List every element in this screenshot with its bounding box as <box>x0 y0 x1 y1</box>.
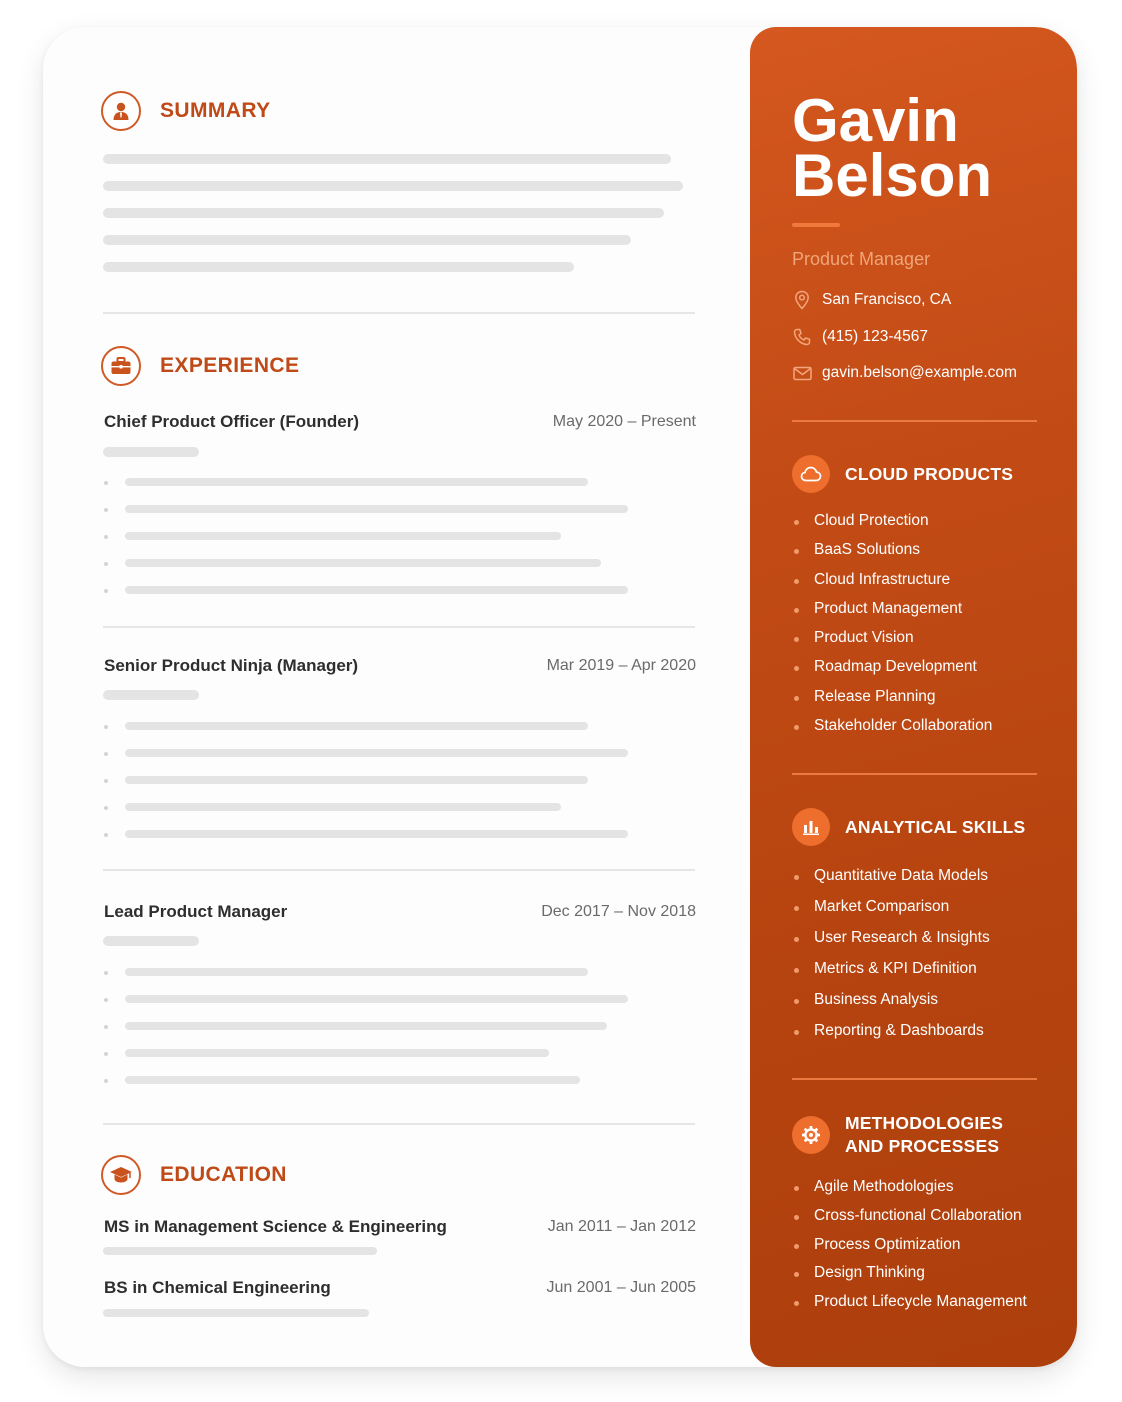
bullet <box>104 562 108 566</box>
bullet-line <box>125 749 628 757</box>
education-title: EDUCATION <box>160 1163 287 1186</box>
bullet-line <box>125 559 601 567</box>
candidate-role: Product Manager <box>792 249 931 269</box>
job-dates: May 2020 – Present <box>552 413 696 430</box>
experience-header <box>101 346 299 386</box>
list-item: BaaS Solutions <box>794 541 992 570</box>
envelope-icon <box>792 363 812 383</box>
degree-title: MS in Management Science & Engineering <box>104 1217 447 1236</box>
bullet-line <box>125 505 628 513</box>
summary-line <box>103 154 671 164</box>
methodologies-list <box>794 1178 1027 1322</box>
person-icon <box>101 91 141 131</box>
bullet <box>104 998 108 1002</box>
summary-title: SUMMARY <box>160 99 271 122</box>
bullet-line <box>125 1049 549 1057</box>
company-line <box>103 936 199 946</box>
resume-card <box>43 27 1077 1367</box>
graduation-cap-icon <box>101 1155 141 1195</box>
analytical-skills-title: ANALYTICAL SKILLS <box>845 816 1026 837</box>
bullet <box>104 589 108 593</box>
school-line <box>103 1309 369 1317</box>
first-name: Gavin <box>792 87 959 154</box>
gear-icon <box>792 1116 830 1154</box>
sidebar-divider <box>792 420 1037 422</box>
methodologies-header <box>792 1112 1003 1158</box>
company-line <box>103 447 199 457</box>
job-dates: Mar 2019 – Apr 2020 <box>546 657 696 674</box>
list-item: Product Vision <box>794 629 992 658</box>
bullet-line <box>125 478 588 486</box>
divider <box>103 312 695 314</box>
list-item: Release Planning <box>794 688 992 717</box>
company-line <box>103 690 199 700</box>
list-item: Roadmap Development <box>794 658 992 687</box>
methodologies-title-line1: METHODOLOGIES <box>845 1113 1004 1133</box>
bullet <box>104 535 108 539</box>
summary-header <box>101 91 271 131</box>
bullet-line <box>125 830 628 838</box>
cloud-icon <box>792 455 830 493</box>
list-item: Market Comparison <box>794 898 990 929</box>
sidebar-divider <box>792 773 1037 775</box>
list-item: Reporting & Dashboards <box>794 1022 990 1053</box>
bullet-line <box>125 995 628 1003</box>
list-item: Stakeholder Collaboration <box>794 717 992 746</box>
job-title: Senior Product Ninja (Manager) <box>104 656 359 675</box>
bullet <box>104 752 108 756</box>
degree-dates: Jan 2011 – Jan 2012 <box>547 1218 696 1235</box>
last-name: Belson <box>792 142 993 209</box>
phone-text: (415) 123-4567 <box>822 328 928 345</box>
job-title: Chief Product Officer (Founder) <box>104 412 359 431</box>
methodologies-title <box>845 1112 1003 1158</box>
bullet <box>104 806 108 810</box>
main-column <box>43 27 750 1367</box>
bullet <box>104 1025 108 1029</box>
education-header <box>101 1155 287 1195</box>
bullet <box>104 725 108 729</box>
contact-phone[interactable] <box>792 327 928 347</box>
bullet-line <box>125 968 588 976</box>
list-item: Metrics & KPI Definition <box>794 960 990 991</box>
phone-icon <box>792 327 812 347</box>
divider <box>103 1123 695 1125</box>
bar-chart-icon <box>792 808 830 846</box>
bullet <box>104 481 108 485</box>
list-item: Business Analysis <box>794 991 990 1022</box>
cloud-products-list <box>794 512 992 746</box>
bullet-line <box>125 776 588 784</box>
list-item: User Research & Insights <box>794 929 990 960</box>
sidebar <box>750 27 1077 1367</box>
analytical-skills-header <box>792 808 1025 846</box>
bullet <box>104 833 108 837</box>
bullet <box>104 971 108 975</box>
list-item: Process Optimization <box>794 1236 1027 1265</box>
summary-line <box>103 208 664 218</box>
degree-dates: Jun 2001 – Jun 2005 <box>546 1279 696 1296</box>
list-item: Cross-functional Collaboration <box>794 1207 1027 1236</box>
list-item: Agile Methodologies <box>794 1178 1027 1207</box>
summary-line <box>103 262 574 272</box>
bullet-line <box>125 722 588 730</box>
degree-title: BS in Chemical Engineering <box>104 1278 331 1297</box>
job-title: Lead Product Manager <box>104 902 288 921</box>
bullet <box>104 779 108 783</box>
list-item: Cloud Protection <box>794 512 992 541</box>
contact-location <box>792 290 951 310</box>
cloud-products-header <box>792 455 1013 493</box>
methodologies-title-line2: AND PROCESSES <box>845 1136 1000 1156</box>
email-text: gavin.belson@example.com <box>822 364 1017 381</box>
divider <box>103 869 695 871</box>
contact-email[interactable] <box>792 363 1017 383</box>
location-pin-icon <box>792 290 812 310</box>
location-text: San Francisco, CA <box>822 291 952 308</box>
bullet-line <box>125 532 561 540</box>
job-dates: Dec 2017 – Nov 2018 <box>541 903 696 920</box>
cloud-products-title: CLOUD PRODUCTS <box>845 463 1014 484</box>
bullet-line <box>125 1076 580 1084</box>
bullet-line <box>125 803 561 811</box>
bullet <box>104 508 108 512</box>
analytical-skills-list <box>794 867 990 1053</box>
sidebar-divider <box>792 1078 1037 1080</box>
summary-line <box>103 235 631 245</box>
list-item: Cloud Infrastructure <box>794 571 992 600</box>
experience-title: EXPERIENCE <box>160 354 300 377</box>
name-accent-line <box>792 223 840 227</box>
bullet-line <box>125 586 628 594</box>
divider <box>103 626 695 628</box>
list-item: Quantitative Data Models <box>794 867 990 898</box>
candidate-name <box>792 87 993 209</box>
list-item: Product Management <box>794 600 992 629</box>
summary-line <box>103 181 683 191</box>
list-item: Product Lifecycle Management <box>794 1293 1027 1322</box>
bullet <box>104 1052 108 1056</box>
bullet-line <box>125 1022 607 1030</box>
briefcase-icon <box>101 346 141 386</box>
school-line <box>103 1247 377 1255</box>
bullet <box>104 1079 108 1083</box>
list-item: Design Thinking <box>794 1264 1027 1293</box>
